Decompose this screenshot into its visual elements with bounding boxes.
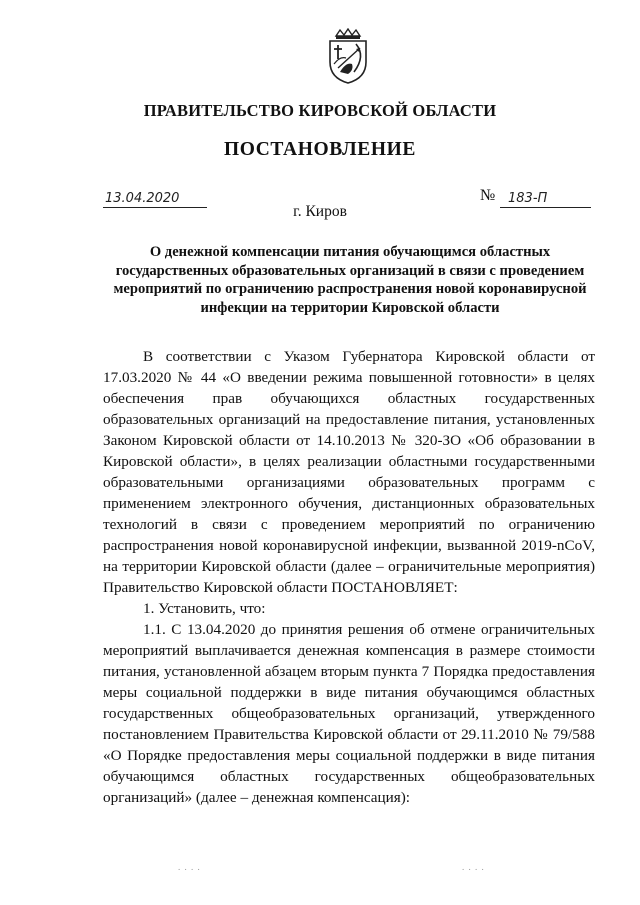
city: г. Киров xyxy=(293,203,347,220)
scan-artifact: . . . . xyxy=(178,862,201,872)
document-title: О денежной компенсации питания обучающимся областных государственных образовательных организаций в связи с проведением мероприятий по ограничению распространения новой коронавирусной инфекции на территории Кировской области xyxy=(113,244,587,316)
document-date: 13.04.2020 xyxy=(105,191,180,206)
document-number-label: № xyxy=(480,187,496,204)
document-number: 183-П xyxy=(508,191,548,206)
document-type: ПОСТАНОВЛЕНИЕ xyxy=(223,139,417,160)
paragraph-1: 1. Установить, что: xyxy=(143,600,266,617)
document-body xyxy=(103,346,595,808)
paragraph-preamble: В соответствии с Указом Губернатора Кировской области от 17.03.2020 № 44 «О введении режима повышенной готовности» в целях обеспечения прав обучающихся областных государственных образовательных организаций на предоставление питания, установленных Законом Кировской области от 14.10.2013 № 320-ЗО «Об образовании в Кировской области», в целях реализации областными государственными образовательными организациями образовательных программ с применением электронного обучения, дистанционных образовательных технологий в связи с проведением мероприятий по ограничению распространения новой коронавирусной инфекции, вызванной 2019-nCoV, на территории Кировской области (далее – ограничительные мероприятия) Правительство Кировской области ПОСТАНОВЛЯЕТ: xyxy=(103,348,595,596)
organization-name: ПРАВИТЕЛЬСТВО КИРОВСКОЙ ОБЛАСТИ xyxy=(143,101,497,120)
kirov-coat-of-arms-icon xyxy=(326,28,370,84)
scan-artifact: . . . . xyxy=(462,862,485,872)
paragraph-1-1: 1.1. С 13.04.2020 до принятия решения об отмене ограничительных мероприятий выплачивается денежная компенсация в размере стоимости питания, установленной абзацем вторым пункта 7 Порядка предоставления меры социальной поддержки в виде питания обучающимся областных государственных общеобразовательных организаций, утвержденного постановлением Правительства Кировской области от 29.11.2010 № 79/588 «О Порядке предоставления меры социальной поддержки в виде питания обучающимся областных государственных общеобразовательных организаций» (далее – денежная компенсация): xyxy=(103,621,595,806)
